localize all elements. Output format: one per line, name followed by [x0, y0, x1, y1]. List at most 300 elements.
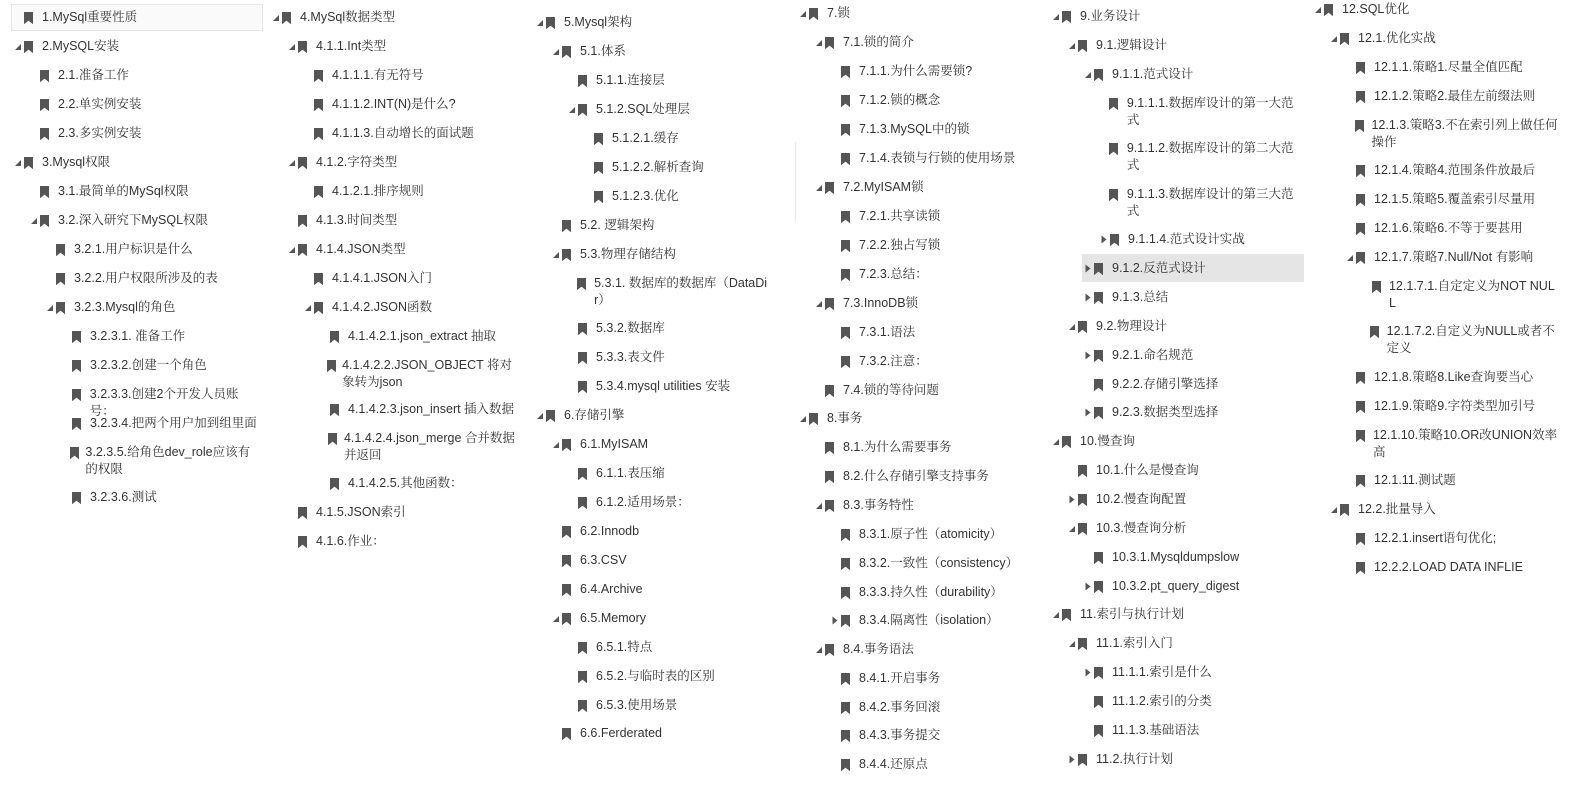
tree-item[interactable]	[813, 439, 1047, 456]
tree-item[interactable]	[286, 212, 520, 229]
tree-item[interactable]	[829, 727, 1047, 744]
collapsed-arrow-icon[interactable]	[1082, 664, 1094, 681]
bookmark-icon	[1094, 376, 1108, 393]
tree-spacer	[286, 212, 298, 229]
expanded-arrow-icon[interactable]	[797, 5, 809, 22]
bookmark-icon	[1109, 95, 1122, 112]
tree-item[interactable]	[566, 697, 784, 714]
tree-item[interactable]	[1050, 606, 1300, 623]
bookmark-icon	[56, 270, 70, 287]
tree-item[interactable]	[550, 523, 784, 540]
bookmark-icon	[1094, 693, 1108, 710]
tree-item-label: 4.1.1.1.有无符号	[332, 68, 424, 82]
expanded-arrow-icon[interactable]	[550, 43, 562, 60]
tree-item-label: 8.4.2.事务回滚	[859, 700, 941, 714]
bookmark-icon	[1062, 606, 1076, 623]
bookmark-icon	[825, 468, 839, 485]
tree-item-label: 12.1.2.策略2.最佳左前缀法则	[1374, 89, 1536, 103]
tree-item[interactable]	[829, 266, 1047, 283]
expanded-arrow-icon[interactable]	[813, 34, 825, 51]
tree-item[interactable]	[28, 67, 262, 84]
tree-item-label: 11.索引与执行计划	[1080, 607, 1184, 621]
tree-spacer	[1344, 220, 1356, 237]
tree-item[interactable]	[270, 9, 520, 26]
bookmark-icon	[578, 494, 592, 511]
tree-item[interactable]	[28, 183, 262, 200]
tree-item-label: 7.2.2.独占写锁	[859, 238, 941, 252]
bookmark-icon	[825, 295, 839, 312]
collapsed-arrow-icon[interactable]	[1082, 578, 1094, 595]
tree-spacer	[1344, 559, 1356, 576]
tree-item-label: 3.2.3.Mysql的角色	[74, 300, 176, 314]
tree-item[interactable]	[28, 125, 262, 142]
bookmark-icon	[1094, 260, 1108, 277]
tree-spacer	[1344, 191, 1356, 208]
bookmark-icon	[841, 526, 855, 543]
expanded-arrow-icon[interactable]	[44, 299, 56, 316]
bookmark-icon	[70, 444, 82, 461]
expanded-arrow-icon[interactable]	[1344, 249, 1356, 266]
tree-item[interactable]	[566, 668, 784, 685]
tree-item[interactable]	[318, 357, 520, 391]
tree-item[interactable]	[566, 101, 784, 118]
tree-spacer	[1360, 323, 1370, 340]
tree-item-label: 11.1.索引入门	[1096, 636, 1173, 650]
expanded-arrow-icon[interactable]	[1050, 606, 1062, 623]
tree-item[interactable]	[829, 670, 1047, 687]
bookmark-icon	[841, 612, 855, 629]
bookmark-icon	[1094, 664, 1108, 681]
tree-spacer	[566, 668, 578, 685]
tree-item[interactable]	[1098, 140, 1298, 174]
tree-item[interactable]	[286, 154, 520, 171]
tree-spacer	[1344, 472, 1356, 489]
tree-item[interactable]	[550, 43, 784, 60]
expanded-arrow-icon[interactable]	[1066, 318, 1078, 335]
tree-item[interactable]	[302, 183, 520, 200]
tree-spacer	[1082, 722, 1094, 739]
tree-item[interactable]	[813, 641, 1047, 658]
tree-item[interactable]	[829, 555, 1047, 572]
tree-item[interactable]	[286, 533, 520, 550]
tree-item[interactable]	[813, 179, 1047, 196]
tree-item-label: 7.3.InnoDB锁	[843, 296, 919, 310]
bookmark-icon	[825, 439, 839, 456]
tree-item[interactable]	[1344, 162, 1562, 179]
expanded-arrow-icon[interactable]	[302, 299, 314, 316]
tree-spacer	[28, 96, 40, 113]
bookmark-icon	[298, 504, 312, 521]
expanded-arrow-icon[interactable]	[550, 436, 562, 453]
bookmark-icon	[1356, 427, 1369, 444]
tree-spacer	[1066, 462, 1078, 479]
tree-item[interactable]	[1344, 117, 1562, 151]
bookmark-icon	[809, 410, 823, 427]
tree-item[interactable]	[1344, 530, 1562, 547]
tree-item-label: 4.1.4.2.JSON函数	[332, 300, 433, 314]
expanded-arrow-icon[interactable]	[270, 9, 282, 26]
tree-item[interactable]	[44, 299, 262, 316]
tree-item[interactable]	[1360, 278, 1555, 312]
tree-spacer	[550, 581, 562, 598]
expanded-arrow-icon[interactable]	[1328, 501, 1340, 518]
expanded-arrow-icon[interactable]	[550, 246, 562, 263]
tree-item-label: 7.1.锁的简介	[843, 35, 914, 49]
expanded-arrow-icon[interactable]	[813, 295, 825, 312]
tree-item-label: 9.1.1.范式设计	[1112, 67, 1194, 81]
tree-item-label: 6.6.Ferderated	[580, 726, 662, 740]
tree-item[interactable]	[1050, 8, 1300, 25]
expanded-arrow-icon[interactable]	[286, 38, 298, 55]
tree-item[interactable]	[829, 699, 1047, 716]
bookmark-icon	[1356, 191, 1370, 208]
tree-item[interactable]	[1344, 191, 1562, 208]
tree-spacer	[550, 217, 562, 234]
tree-item-label: 4.1.1.2.INT(N)是什么?	[332, 97, 456, 111]
bookmark-icon	[841, 699, 855, 716]
tree-item-label: 12.1.优化实战	[1358, 31, 1436, 45]
tree-item-label: 5.1.2.1.缓存	[612, 131, 679, 145]
tree-item[interactable]	[550, 436, 784, 453]
tree-item[interactable]	[813, 497, 1047, 514]
tree-item[interactable]	[12, 38, 262, 55]
tree-item[interactable]	[829, 208, 1047, 225]
collapsed-arrow-icon[interactable]	[1082, 289, 1094, 306]
tree-spacer	[566, 494, 578, 511]
tree-item[interactable]	[1344, 249, 1562, 266]
tree-item-label: 2.MySQL安装	[42, 39, 120, 53]
tree-spacer	[44, 241, 56, 258]
tree-item[interactable]	[1082, 664, 1300, 681]
tree-item[interactable]	[1050, 433, 1300, 450]
expanded-arrow-icon[interactable]	[813, 641, 825, 658]
bookmark-icon	[314, 67, 328, 84]
tree-item-label: 7.1.2.锁的概念	[859, 93, 941, 107]
tree-item[interactable]	[1066, 318, 1300, 335]
tree-item[interactable]	[566, 494, 784, 511]
tree-item-label: 4.MySql数据类型	[300, 10, 396, 24]
bookmark-icon	[314, 299, 328, 316]
tree-item[interactable]	[1344, 559, 1562, 576]
tree-item-label: 12.1.11.测试题	[1374, 473, 1456, 487]
tree-spacer	[28, 125, 40, 142]
tree-spacer	[829, 555, 841, 572]
tree-item-label: 4.1.4.2.3.json_insert 插入数据	[348, 402, 515, 416]
tree-item[interactable]	[829, 237, 1047, 254]
tree-item[interactable]	[44, 270, 262, 287]
tree-item[interactable]	[829, 526, 1047, 543]
tree-item[interactable]	[566, 378, 784, 395]
bookmark-icon	[1340, 30, 1354, 47]
bookmark-icon	[841, 121, 855, 138]
tree-item[interactable]	[1312, 1, 1562, 18]
tree-item[interactable]	[318, 401, 520, 418]
tree-item-label: 6.3.CSV	[580, 553, 627, 567]
bookmark-icon	[1356, 369, 1370, 386]
tree-item[interactable]	[829, 92, 1047, 109]
tree-item[interactable]	[286, 241, 520, 258]
tree-spacer	[1098, 186, 1109, 203]
collapsed-arrow-icon[interactable]	[1082, 347, 1094, 364]
tree-item[interactable]	[813, 34, 1047, 51]
expanded-arrow-icon[interactable]	[28, 212, 40, 229]
bookmark-icon	[562, 217, 576, 234]
bookmark-icon	[40, 96, 54, 113]
collapsed-arrow-icon[interactable]	[1066, 751, 1078, 768]
bookmark-icon	[40, 183, 54, 200]
bookmark-icon	[1094, 66, 1108, 83]
tree-item-label: 3.2.深入研究下MySQL权限	[58, 213, 209, 227]
tree-spacer	[566, 639, 578, 656]
tree-item-label: 7.1.1.为什么需要锁?	[859, 64, 973, 78]
tree-item[interactable]	[829, 63, 1047, 80]
bookmark-icon	[578, 697, 592, 714]
expanded-arrow-icon[interactable]	[286, 154, 298, 171]
tree-item[interactable]	[12, 5, 262, 30]
expanded-arrow-icon[interactable]	[1066, 520, 1078, 537]
tree-item[interactable]	[302, 96, 520, 113]
tree-item[interactable]	[1328, 501, 1562, 518]
tree-item[interactable]	[1066, 37, 1300, 54]
tree-item[interactable]	[302, 125, 520, 142]
bookmark-icon	[841, 353, 855, 370]
tree-item[interactable]	[829, 324, 1047, 341]
bookmark-icon	[1356, 88, 1370, 105]
tree-item[interactable]	[582, 188, 784, 205]
tree-item-label: 3.2.3.2.创建一个角色	[90, 358, 207, 372]
expanded-arrow-icon[interactable]	[534, 14, 546, 31]
tree-item[interactable]	[60, 328, 262, 345]
tree-item[interactable]	[550, 610, 784, 627]
tree-item[interactable]	[1344, 369, 1562, 386]
tree-item[interactable]	[1344, 398, 1562, 415]
tree-item[interactable]	[1066, 491, 1300, 508]
expanded-arrow-icon[interactable]	[813, 497, 825, 514]
tree-item[interactable]	[797, 410, 1047, 427]
tree-item-label: 7.1.3.MySQL中的锁	[859, 122, 970, 136]
tree-item[interactable]	[1344, 59, 1562, 76]
tree-item[interactable]	[829, 756, 1047, 773]
expanded-arrow-icon[interactable]	[1082, 66, 1094, 83]
tree-item-label: 9.1.1.3.数据库设计的第三大范式	[1126, 187, 1294, 218]
bookmark-icon	[327, 357, 338, 374]
tree-item[interactable]	[829, 584, 1047, 601]
collapsed-arrow-icon[interactable]	[829, 612, 841, 629]
tree-item[interactable]	[813, 382, 1047, 399]
tree-spacer	[1344, 530, 1356, 547]
expanded-arrow-icon[interactable]	[534, 407, 546, 424]
tree-item-label: 9.2.1.命名规范	[1112, 348, 1194, 362]
tree-item-label: 9.1.逻辑设计	[1096, 38, 1167, 52]
tree-item[interactable]	[28, 96, 262, 113]
collapsed-arrow-icon[interactable]	[1098, 231, 1110, 248]
tree-item[interactable]	[1066, 462, 1300, 479]
bookmark-icon	[841, 266, 855, 283]
collapsed-arrow-icon[interactable]	[1066, 491, 1078, 508]
bookmark-icon	[72, 386, 86, 403]
tree-item-label: 3.1.最简单的MySql权限	[58, 184, 189, 198]
bookmark-icon	[56, 241, 70, 258]
tree-item[interactable]	[566, 72, 784, 89]
tree-item[interactable]	[550, 581, 784, 598]
tree-item-label: 8.事务	[827, 411, 863, 425]
tree-spacer	[1344, 427, 1356, 444]
tree-item[interactable]	[829, 612, 1047, 629]
tree-item[interactable]	[302, 299, 520, 316]
expanded-arrow-icon[interactable]	[1312, 1, 1324, 18]
expanded-arrow-icon[interactable]	[813, 179, 825, 196]
tree-item[interactable]	[60, 444, 252, 478]
bookmark-icon	[72, 328, 86, 345]
tree-item[interactable]	[1344, 88, 1562, 105]
expanded-arrow-icon[interactable]	[1066, 635, 1078, 652]
tree-item[interactable]	[302, 67, 520, 84]
bookmark-icon	[1094, 578, 1108, 595]
tree-spacer	[582, 188, 594, 205]
tree-spacer	[582, 159, 594, 176]
tree-item[interactable]	[566, 639, 784, 656]
tree-item-label: 7.3.2.注意：	[859, 354, 928, 368]
tree-item[interactable]	[302, 270, 520, 287]
tree-item[interactable]	[1066, 751, 1300, 768]
tree-item[interactable]	[829, 353, 1047, 370]
tree-spacer	[302, 125, 314, 142]
tree-item[interactable]	[1082, 347, 1300, 364]
tree-item[interactable]	[534, 407, 784, 424]
bookmark-icon	[1078, 491, 1092, 508]
bookmark-icon	[825, 34, 839, 51]
tree-item[interactable]	[1344, 427, 1562, 461]
tree-item[interactable]	[566, 275, 770, 309]
tree-item[interactable]	[1098, 186, 1298, 220]
tree-item[interactable]	[1360, 323, 1555, 357]
tree-spacer	[60, 386, 72, 403]
bookmark-icon	[594, 188, 608, 205]
tree-item-label: 6.5.Memory	[580, 611, 646, 625]
bookmark-icon	[562, 436, 576, 453]
bookmark-icon	[1109, 186, 1122, 203]
tree-item[interactable]	[1066, 520, 1300, 537]
tree-item[interactable]	[1328, 30, 1562, 47]
tree-item[interactable]	[582, 130, 784, 147]
tree-item[interactable]	[550, 725, 784, 742]
tree-item[interactable]	[1082, 578, 1300, 595]
tree-item-label: 12.1.7.策略7.Null/Not 有影响	[1374, 250, 1534, 264]
tree-item[interactable]	[44, 241, 262, 258]
bookmark-icon	[578, 320, 592, 337]
expanded-arrow-icon[interactable]	[286, 241, 298, 258]
bookmark-icon	[1356, 398, 1370, 415]
tree-spacer	[302, 270, 314, 287]
tree-spacer	[1344, 117, 1355, 134]
bookmark-icon	[1356, 249, 1370, 266]
tree-item[interactable]	[1082, 66, 1300, 83]
tree-item[interactable]	[1344, 220, 1562, 237]
tree-item-label: 12.1.10.策略10.OR改UNION效率高	[1372, 428, 1558, 459]
expanded-arrow-icon[interactable]	[550, 610, 562, 627]
tree-item[interactable]	[550, 246, 784, 263]
expanded-arrow-icon[interactable]	[12, 38, 24, 55]
expanded-arrow-icon[interactable]	[797, 410, 809, 427]
tree-item[interactable]	[1082, 549, 1300, 566]
tree-item[interactable]	[1344, 472, 1562, 489]
tree-item[interactable]	[534, 14, 784, 31]
tree-item[interactable]	[813, 295, 1047, 312]
expanded-arrow-icon[interactable]	[1328, 30, 1340, 47]
tree-item[interactable]	[1082, 376, 1300, 393]
tree-item-label: 3.2.3.4.把两个用户加到组里面	[90, 416, 257, 430]
tree-item[interactable]	[566, 320, 784, 337]
tree-item[interactable]	[1082, 722, 1300, 739]
bookmark-icon	[562, 523, 576, 540]
tree-item-label: 7.2.3.总结：	[859, 267, 928, 281]
expanded-arrow-icon[interactable]	[1066, 37, 1078, 54]
tree-item[interactable]	[318, 475, 520, 492]
tree-item[interactable]	[12, 154, 262, 171]
tree-spacer	[829, 63, 841, 80]
tree-item-label: 3.2.3.6.测试	[90, 490, 157, 504]
tree-item[interactable]	[318, 328, 520, 345]
tree-item-label: 11.1.3.基础语法	[1112, 723, 1200, 737]
tree-spacer	[12, 9, 24, 26]
tree-item[interactable]	[60, 489, 262, 506]
collapsed-arrow-icon[interactable]	[1082, 404, 1094, 421]
bookmark-icon	[546, 14, 560, 31]
bookmark-icon	[825, 641, 839, 658]
collapsed-arrow-icon[interactable]	[1082, 260, 1094, 277]
expanded-arrow-icon[interactable]	[1050, 433, 1062, 450]
tree-item[interactable]	[1082, 404, 1300, 421]
tree-item[interactable]	[318, 430, 520, 464]
tree-item[interactable]	[797, 5, 1047, 22]
bookmark-icon	[825, 179, 839, 196]
tree-item[interactable]	[1098, 231, 1300, 248]
bookmark-icon	[40, 125, 54, 142]
tree-item[interactable]	[813, 468, 1047, 485]
tree-item[interactable]	[550, 552, 784, 569]
tree-item[interactable]	[566, 465, 784, 482]
expanded-arrow-icon[interactable]	[566, 101, 578, 118]
tree-item[interactable]	[829, 150, 1047, 167]
tree-item-selected[interactable]	[1082, 254, 1304, 282]
bookmark-icon	[577, 275, 590, 292]
tree-item-label: 8.3.1.原子性（atomicity）	[859, 527, 1003, 541]
tree-item[interactable]	[829, 121, 1047, 138]
tree-item[interactable]	[1082, 289, 1300, 306]
tree-item[interactable]	[1098, 95, 1298, 129]
tree-item[interactable]	[1082, 693, 1300, 710]
tree-spacer	[318, 475, 330, 492]
expanded-arrow-icon[interactable]	[1050, 8, 1062, 25]
tree-item-label: 3.2.3.1. 准备工作	[90, 329, 186, 343]
tree-item[interactable]	[566, 349, 784, 366]
tree-spacer	[566, 697, 578, 714]
expanded-arrow-icon[interactable]	[12, 154, 24, 171]
bookmark-icon	[1109, 140, 1122, 157]
tree-item-label: 11.1.1.索引是什么	[1112, 665, 1212, 679]
tree-item[interactable]	[286, 504, 520, 521]
tree-item[interactable]	[28, 212, 262, 229]
tree-item-label: 9.1.2.反范式设计	[1112, 261, 1206, 275]
tree-item[interactable]	[60, 357, 262, 374]
tree-item[interactable]	[60, 415, 262, 432]
tree-item[interactable]	[1066, 635, 1300, 652]
tree-item-label: 12.1.6.策略6.不等于要甚用	[1374, 221, 1523, 235]
tree-item[interactable]	[582, 159, 784, 176]
tree-item[interactable]	[286, 38, 520, 55]
tree-item[interactable]	[550, 217, 784, 234]
tree-item-label: 4.1.4.2.2.JSON_OBJECT 将对象转为json	[342, 358, 513, 389]
